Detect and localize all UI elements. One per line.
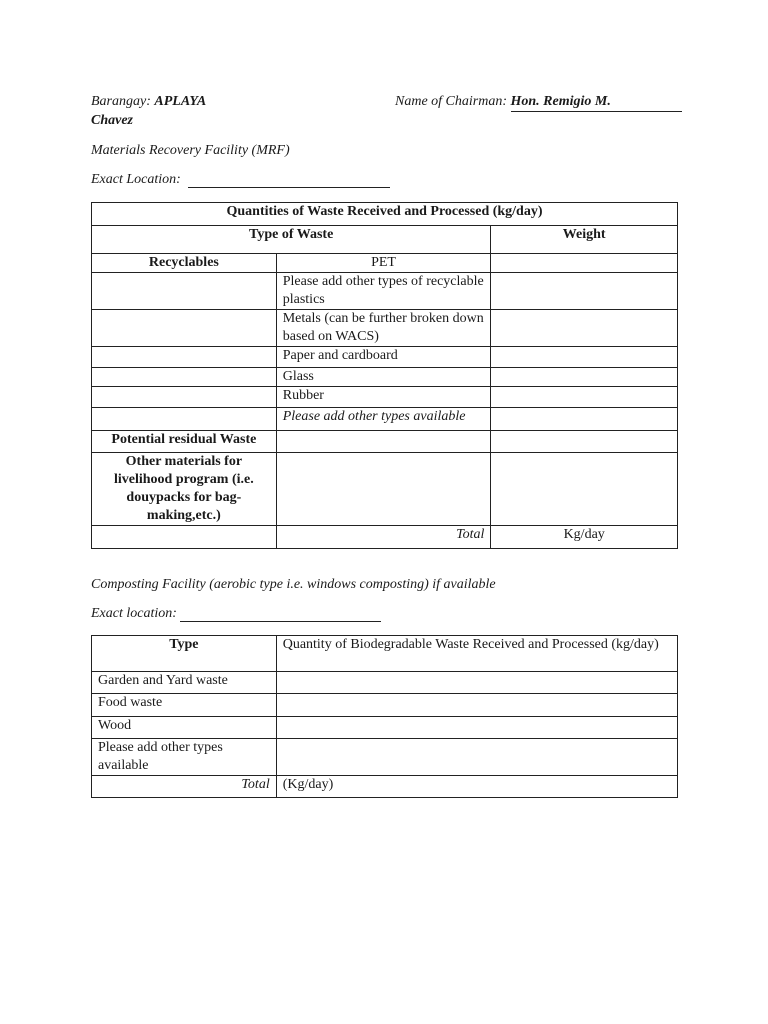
weight-cell[interactable] <box>491 431 678 453</box>
empty-cell[interactable] <box>276 453 491 526</box>
compost-col-type: Type <box>92 636 277 672</box>
weight-cell[interactable] <box>491 387 678 408</box>
recyclable-item: Metals (can be further broken down based on WACS) <box>276 310 491 347</box>
quantity-cell[interactable] <box>276 717 677 739</box>
compost-col-quantity: Quantity of Biodegradable Waste Received and Processed (kg/day) <box>276 636 677 672</box>
weight-cell[interactable] <box>491 273 678 310</box>
weight-cell[interactable] <box>491 453 678 526</box>
quantity-cell[interactable] <box>276 739 677 776</box>
mrf-title: Materials Recovery Facility (MRF) <box>91 143 290 158</box>
mrf-table <box>91 202 678 549</box>
empty-cell[interactable] <box>276 431 491 453</box>
compost-item: Please add other types available <box>92 739 277 776</box>
empty-cell <box>92 310 277 347</box>
mrf-location-label: Exact Location: <box>91 172 181 187</box>
recyclables-label: Recyclables <box>92 254 277 273</box>
compost-location-line[interactable] <box>180 621 381 622</box>
weight-cell[interactable] <box>491 347 678 368</box>
mrf-table-title: Quantities of Waste Received and Processed (kg/day) <box>92 203 678 226</box>
compost-total-unit[interactable]: (Kg/day) <box>276 776 677 798</box>
weight-cell[interactable] <box>491 368 678 387</box>
empty-cell <box>92 387 277 408</box>
chairman-field <box>395 94 611 110</box>
recyclable-item: PET <box>276 254 491 273</box>
empty-cell <box>92 526 277 549</box>
compost-total-label: Total <box>92 776 277 798</box>
barangay-field <box>91 94 206 110</box>
chairman-name-wrap: Chavez <box>91 113 133 128</box>
compost-location-label: Exact location: <box>91 606 177 621</box>
residual-label: Potential residual Waste <box>92 431 277 453</box>
quantity-cell[interactable] <box>276 694 677 717</box>
chairman-value: Hon. Remigio M. <box>510 94 611 109</box>
weight-cell[interactable] <box>491 408 678 431</box>
quantity-cell[interactable] <box>276 672 677 694</box>
mrf-location-line[interactable] <box>188 187 390 188</box>
compost-table <box>91 635 678 798</box>
empty-cell <box>92 273 277 310</box>
chairman-underline <box>511 111 682 112</box>
weight-cell[interactable] <box>491 310 678 347</box>
compost-item: Wood <box>92 717 277 739</box>
mrf-total-unit[interactable]: Kg/day <box>491 526 678 549</box>
mrf-col-weight: Weight <box>491 226 678 254</box>
mrf-col-type: Type of Waste <box>92 226 491 254</box>
recyclable-item: Please add other types available <box>276 408 491 431</box>
empty-cell <box>92 368 277 387</box>
chairman-label: Name of Chairman: <box>395 94 507 109</box>
barangay-label: Barangay: <box>91 94 151 109</box>
recyclable-item: Glass <box>276 368 491 387</box>
recyclable-item: Paper and cardboard <box>276 347 491 368</box>
empty-cell <box>92 347 277 368</box>
recyclable-item: Rubber <box>276 387 491 408</box>
compost-title: Composting Facility (aerobic type i.e. windows composting) if available <box>91 577 496 592</box>
mrf-total-label: Total <box>276 526 491 549</box>
compost-item: Garden and Yard waste <box>92 672 277 694</box>
compost-item: Food waste <box>92 694 277 717</box>
empty-cell <box>92 408 277 431</box>
weight-cell[interactable] <box>491 254 678 273</box>
recyclable-item: Please add other types of recyclable plastics <box>276 273 491 310</box>
barangay-value: APLAYA <box>154 94 207 109</box>
livelihood-label: Other materials for livelihood program (i.e. douypacks for bag-making,etc.) <box>92 453 277 526</box>
